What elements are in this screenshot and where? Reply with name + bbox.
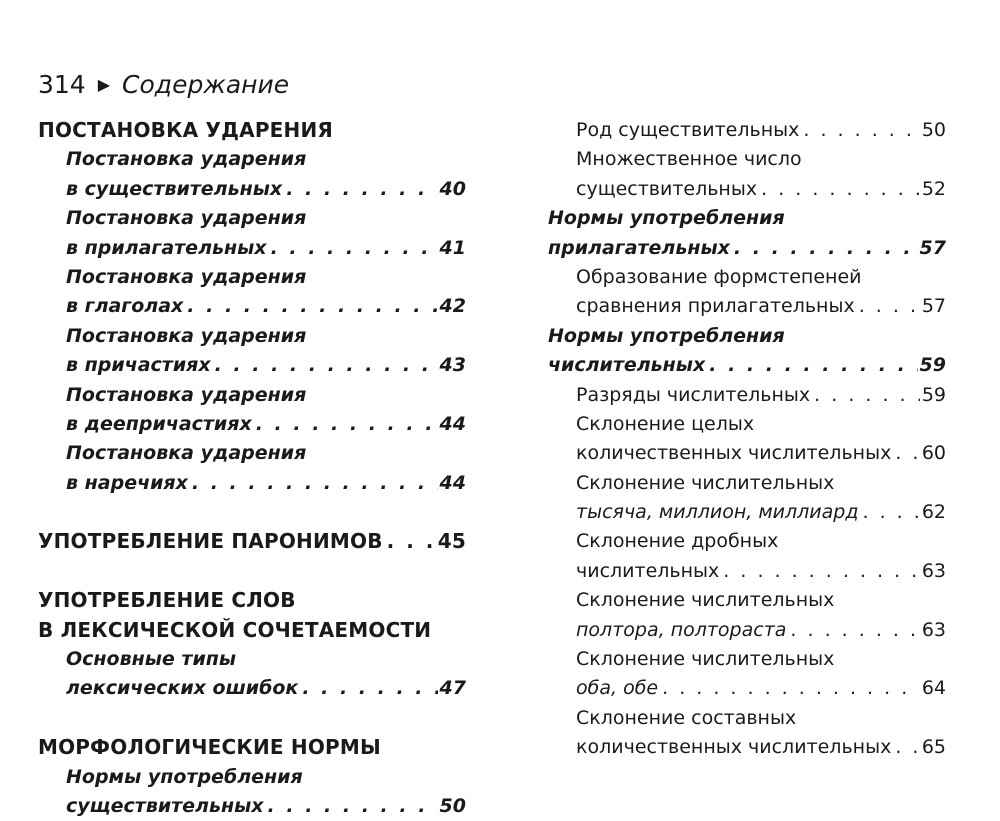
dot-leader xyxy=(183,292,437,321)
toc-page-number: 42 xyxy=(439,295,466,318)
toc-entry-label: числительных xyxy=(576,559,720,582)
dot-leader xyxy=(264,792,438,821)
toc-entry-label: лексических ошибок xyxy=(66,677,299,700)
toc-entry-line xyxy=(548,351,946,380)
toc-entry-label: Постановка ударения xyxy=(66,324,307,347)
toc-entry-label: Склонение числительных xyxy=(576,648,835,671)
toc-page-number: 64 xyxy=(921,677,946,700)
toc-entry-label: Нормы употребления xyxy=(548,324,785,347)
toc-entry-line xyxy=(548,175,946,204)
toc-entry[interactable] xyxy=(38,439,466,498)
dot-leader xyxy=(757,175,920,204)
toc-entry-line xyxy=(548,116,946,145)
toc-entry-label: Род существительных xyxy=(576,119,800,141)
toc-page-number: 59 xyxy=(921,383,946,406)
toc-entry-label: Основные типы xyxy=(66,648,237,671)
toc-entry-label: Множественное число xyxy=(576,148,802,171)
toc-entry-line xyxy=(548,557,946,586)
toc-entry-line xyxy=(38,527,466,556)
toc-page-number: 63 xyxy=(921,559,946,582)
toc-entry-label: УПОТРЕБЛЕНИЕ СЛОВ xyxy=(38,588,296,613)
toc-entry-label: Разряды числительных xyxy=(576,383,811,406)
toc-entry-line xyxy=(548,439,946,468)
toc-right-column xyxy=(548,116,946,763)
toc-entry[interactable] xyxy=(548,469,946,528)
dot-leader xyxy=(855,292,920,321)
toc-entry-label: Склонение дробных xyxy=(576,530,779,553)
toc-entry-label: Постановка ударения xyxy=(66,383,307,406)
toc-entry[interactable] xyxy=(38,204,466,263)
toc-entry-line xyxy=(38,292,466,321)
toc-entry-label: Склонение составных xyxy=(576,706,797,729)
toc-entry-label: Нормы употребления xyxy=(66,765,303,788)
toc-entry[interactable] xyxy=(38,645,466,704)
toc-page-number: 60 xyxy=(921,442,946,465)
toc-entry-label: МОРФОЛОГИЧЕСКИЕ НОРМЫ xyxy=(38,735,381,760)
dot-leader xyxy=(298,674,437,703)
toc-entry-label: УПОТРЕБЛЕНИЕ ПАРОНИМОВ xyxy=(38,529,383,554)
toc-entry-line xyxy=(548,733,946,762)
toc-entry-label: сравнения прилагательных xyxy=(576,295,855,318)
dot-leader xyxy=(188,469,438,498)
toc-entry-label: в существительных xyxy=(66,177,283,200)
toc-entry-line xyxy=(38,234,466,263)
toc-entry-label: Постановка ударения xyxy=(66,207,307,230)
dot-leader xyxy=(786,616,919,645)
dot-leader xyxy=(891,733,919,762)
toc-entry-line xyxy=(38,410,466,439)
toc-entry-label: оба, обе xyxy=(576,677,659,700)
dot-leader xyxy=(705,351,917,380)
toc-entry[interactable] xyxy=(548,704,946,763)
dot-leader xyxy=(719,557,920,586)
toc-left-column xyxy=(38,116,466,821)
toc-page-number: 44 xyxy=(439,412,466,435)
page-header xyxy=(38,70,289,99)
toc-entry-line xyxy=(548,381,946,410)
dot-leader xyxy=(891,439,919,468)
toc-page-number: 57 xyxy=(921,295,946,318)
toc-entry-label: количественных числительных xyxy=(576,442,892,465)
dot-leader xyxy=(859,498,920,527)
toc-page-number: 63 xyxy=(921,618,946,641)
toc-entry-line xyxy=(548,292,946,321)
section-spacer xyxy=(38,704,466,733)
toc-entry-line xyxy=(548,498,946,527)
dot-leader xyxy=(252,410,438,439)
toc-entry-line xyxy=(548,674,946,703)
toc-entry[interactable] xyxy=(548,410,946,469)
toc-entry[interactable] xyxy=(38,763,466,821)
toc-page-number: 47 xyxy=(439,677,466,700)
toc-page-number: 50 xyxy=(439,794,466,817)
toc-entry-label: в деепричастиях xyxy=(66,412,252,435)
dot-leader xyxy=(810,381,920,410)
toc-entry[interactable] xyxy=(38,263,466,322)
toc-page-number: 52 xyxy=(921,177,946,200)
toc-entry-line xyxy=(38,674,466,703)
toc-entry-label: Постановка ударения xyxy=(66,148,307,171)
toc-entry[interactable] xyxy=(548,322,946,381)
toc-entry[interactable] xyxy=(38,145,466,204)
toc-entry[interactable] xyxy=(548,116,946,145)
toc-entry-label: существительных xyxy=(66,794,264,817)
toc-page-number: 62 xyxy=(921,501,946,524)
toc-entry-label: числительных xyxy=(548,354,706,377)
toc-entry[interactable] xyxy=(548,381,946,410)
toc-entry-label: в глаголах xyxy=(66,295,184,318)
toc-page-number: 65 xyxy=(921,736,946,759)
toc-entry-label: существительных xyxy=(576,177,758,200)
toc-page-number: 57 xyxy=(919,236,946,259)
triangle-right-icon: ▶ xyxy=(97,75,111,94)
toc-entry[interactable] xyxy=(548,145,946,204)
toc-entry-label: Склонение числительных xyxy=(576,471,835,494)
page-title: Содержание xyxy=(122,70,290,99)
toc-page-number: 59 xyxy=(919,354,946,377)
toc-entry-line xyxy=(38,469,466,498)
toc-page-number: 41 xyxy=(439,236,466,259)
toc-entry[interactable] xyxy=(548,586,946,645)
toc-entry-label: В ЛЕКСИЧЕСКОЙ СОЧЕТАЕМОСТИ xyxy=(38,617,432,642)
toc-entry-label: в наречиях xyxy=(66,471,188,494)
toc-section-heading[interactable] xyxy=(38,586,466,645)
toc-entry-label: полтора, полтораста xyxy=(576,618,787,641)
dot-leader xyxy=(383,527,436,556)
toc-entry[interactable] xyxy=(38,381,466,440)
toc-entry-label: Нормы употребления xyxy=(548,207,785,230)
toc-entry-line xyxy=(548,616,946,645)
toc-entry-label: тысяча, миллион, миллиард xyxy=(576,501,859,524)
toc-entry-label: Склонение целых xyxy=(576,412,755,435)
toc-entry-line xyxy=(38,351,466,380)
toc-section-heading[interactable] xyxy=(38,733,466,762)
dot-leader xyxy=(658,674,920,703)
toc-entry[interactable] xyxy=(38,322,466,381)
toc-entry-label: прилагательных xyxy=(548,236,730,259)
toc-entry-label: ПОСТАНОВКА УДАРЕНИЯ xyxy=(38,118,334,142)
toc-page-number: 50 xyxy=(921,119,946,141)
dot-leader xyxy=(799,116,919,145)
toc-entry[interactable] xyxy=(548,263,946,322)
page-number: 314 xyxy=(38,70,86,99)
toc-page-number: 40 xyxy=(439,177,466,200)
dot-leader xyxy=(730,234,918,263)
toc-page-number: 43 xyxy=(439,354,466,377)
toc-entry-line xyxy=(38,175,466,204)
toc-section-heading[interactable] xyxy=(38,116,466,145)
toc-entry-label: Склонение числительных xyxy=(576,589,835,612)
dot-leader xyxy=(267,234,438,263)
toc-entry-label: в прилагательных xyxy=(66,236,267,259)
toc-entry[interactable] xyxy=(548,527,946,586)
toc-entry-label: Постановка ударения xyxy=(66,265,307,288)
toc-page-number: 45 xyxy=(437,529,466,554)
dot-leader xyxy=(211,351,438,380)
toc-page-number: 44 xyxy=(439,471,466,494)
toc-entry[interactable] xyxy=(548,204,946,263)
toc-entry-line xyxy=(38,792,466,821)
toc-entry-label: в причастиях xyxy=(66,354,211,377)
toc-section-heading[interactable] xyxy=(38,527,466,556)
toc-entry[interactable] xyxy=(548,645,946,704)
section-spacer xyxy=(38,557,466,586)
toc-entry-label: Постановка ударения xyxy=(66,442,307,465)
dot-leader xyxy=(282,175,437,204)
toc-entry-label: количественных числительных xyxy=(576,736,892,759)
section-spacer xyxy=(38,498,466,527)
toc-entry-line xyxy=(548,234,946,263)
toc-entry-label: Образование формстепеней xyxy=(576,265,862,288)
